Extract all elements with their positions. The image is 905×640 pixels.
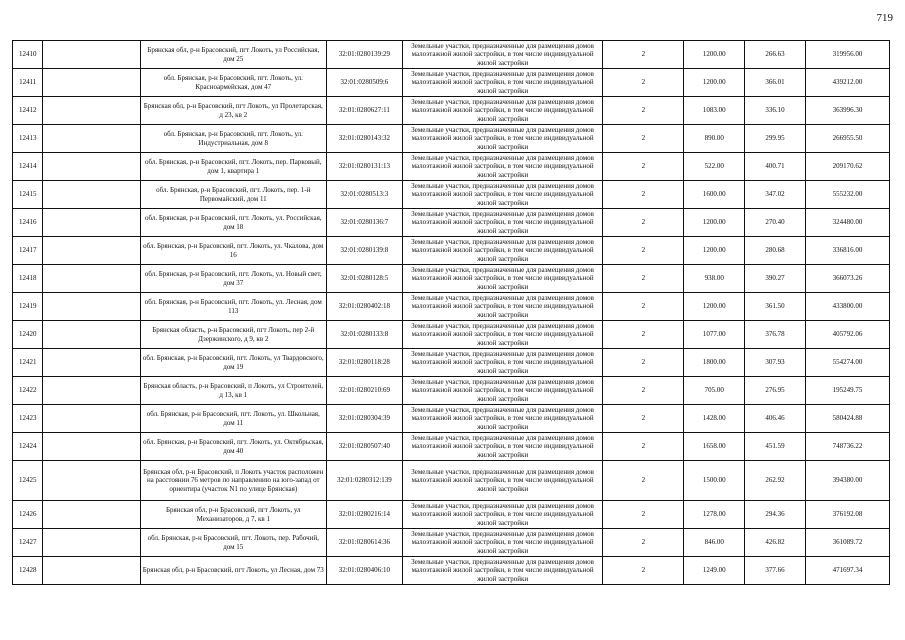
specific-value-cell: 299.95 xyxy=(745,125,806,153)
table-row xyxy=(13,69,890,97)
blank-cell xyxy=(43,321,140,349)
row-number-cell: 12415 xyxy=(13,181,43,209)
address-cell: обл. Брянская, р-н Брасовский, пгт. Локоть, ул Твардовского, дом 19 xyxy=(140,349,326,377)
table-row xyxy=(13,461,890,501)
area-cell: 1200.00 xyxy=(684,209,745,237)
address-cell: Брянская обл, р-н Брасовский, пгт Локоть, ул Пролетарская, д 23, кв 2 xyxy=(140,97,326,125)
row-number-cell: 12423 xyxy=(13,405,43,433)
address-cell: обл. Брянская, р-н Брасовский, пгт. Локоть, ул. Школьная, дом 11 xyxy=(140,405,326,433)
cadastral-number-cell: 32:01:0280614:36 xyxy=(326,529,402,557)
category-cell: 2 xyxy=(603,69,684,97)
table-row xyxy=(13,557,890,585)
specific-value-cell: 266.63 xyxy=(745,41,806,69)
land-use-cell: Земельные участки, предназначенные для размещения домов малоэтажной жилой застройки, в том числе индивидуальной жилой застройки xyxy=(402,209,603,237)
blank-cell xyxy=(43,209,140,237)
address-cell: Брянская обл, р-н Брасовский, пгт Локоть, ул Лесная, дом 73 xyxy=(140,557,326,585)
blank-cell xyxy=(43,125,140,153)
cadastral-value-cell: 319956.00 xyxy=(805,41,889,69)
cadastral-number-cell: 32:01:0280627:11 xyxy=(326,97,402,125)
category-cell: 2 xyxy=(603,237,684,265)
specific-value-cell: 451.59 xyxy=(745,433,806,461)
address-cell: Брянская обл, р-н Брасовский, пгт Локоть, ул Российская, дом 25 xyxy=(140,41,326,69)
area-cell: 1658.00 xyxy=(684,433,745,461)
table-row xyxy=(13,405,890,433)
category-cell: 2 xyxy=(603,125,684,153)
address-cell: обл. Брянская, р-н Брасовский, пгт. Локоть, ул. Индустриальная, дом 8 xyxy=(140,125,326,153)
area-cell: 1200.00 xyxy=(684,69,745,97)
land-use-cell: Земельные участки, предназначенные для размещения домов малоэтажной жилой застройки, в том числе индивидуальной жилой застройки xyxy=(402,293,603,321)
specific-value-cell: 406.46 xyxy=(745,405,806,433)
cadastral-number-cell: 32:01:0280513:3 xyxy=(326,181,402,209)
table-row xyxy=(13,501,890,529)
table-row xyxy=(13,41,890,69)
table-row xyxy=(13,349,890,377)
blank-cell xyxy=(43,69,140,97)
cadastral-number-cell: 32:01:0280133:8 xyxy=(326,321,402,349)
category-cell: 2 xyxy=(603,557,684,585)
blank-cell xyxy=(43,265,140,293)
table-row xyxy=(13,293,890,321)
cadastral-number-cell: 32:01:0280507:40 xyxy=(326,433,402,461)
land-use-cell: Земельные участки, предназначенные для размещения домов малоэтажной жилой застройки, в том числе индивидуальной жилой застройки xyxy=(402,69,603,97)
table-row xyxy=(13,125,890,153)
table-body xyxy=(13,41,890,585)
area-cell: 522.00 xyxy=(684,153,745,181)
row-number-cell: 12411 xyxy=(13,69,43,97)
cadastral-number-cell: 32:01:0280139:8 xyxy=(326,237,402,265)
specific-value-cell: 280.68 xyxy=(745,237,806,265)
table-row xyxy=(13,237,890,265)
specific-value-cell: 294.36 xyxy=(745,501,806,529)
area-cell: 1077.00 xyxy=(684,321,745,349)
cadastral-number-cell: 32:01:0280128:5 xyxy=(326,265,402,293)
category-cell: 2 xyxy=(603,321,684,349)
cadastral-value-table xyxy=(12,40,890,585)
specific-value-cell: 262.92 xyxy=(745,461,806,501)
row-number-cell: 12427 xyxy=(13,529,43,557)
land-use-cell: Земельные участки, предназначенные для размещения домов малоэтажной жилой застройки, в том числе индивидуальной жилой застройки xyxy=(402,461,603,501)
address-cell: Брянская область, р-н Брасовский, пгт Локоть, пер 2-й Дзержинского, д 9, кв 2 xyxy=(140,321,326,349)
address-cell: Брянская область, р-н Брасовский, п Локоть, ул Строителей, д 13, кв 1 xyxy=(140,377,326,405)
area-cell: 846.00 xyxy=(684,529,745,557)
specific-value-cell: 276.95 xyxy=(745,377,806,405)
cadastral-value-cell: 554274.00 xyxy=(805,349,889,377)
cadastral-number-cell: 32:01:0280143:32 xyxy=(326,125,402,153)
category-cell: 2 xyxy=(603,433,684,461)
category-cell: 2 xyxy=(603,405,684,433)
cadastral-value-cell: 361089.72 xyxy=(805,529,889,557)
table-row xyxy=(13,265,890,293)
blank-cell xyxy=(43,349,140,377)
cadastral-value-cell: 195249.75 xyxy=(805,377,889,405)
address-cell: обл. Брянская, р-н Брасовский, пгт. Локоть, ул. Красноармейская, дом 47 xyxy=(140,69,326,97)
row-number-cell: 12420 xyxy=(13,321,43,349)
row-number-cell: 12428 xyxy=(13,557,43,585)
address-cell: обл. Брянская, р-н Брасовский, пгт. Локоть, ул. Новый свет, дом 37 xyxy=(140,265,326,293)
cadastral-number-cell: 32:01:0280136:7 xyxy=(326,209,402,237)
blank-cell xyxy=(43,433,140,461)
cadastral-number-cell: 32:01:0280304:39 xyxy=(326,405,402,433)
area-cell: 1249.00 xyxy=(684,557,745,585)
row-number-cell: 12417 xyxy=(13,237,43,265)
land-use-cell: Земельные участки, предназначенные для размещения домов малоэтажной жилой застройки, в том числе индивидуальной жилой застройки xyxy=(402,433,603,461)
land-use-cell: Земельные участки, предназначенные для размещения домов малоэтажной жилой застройки, в том числе индивидуальной жилой застройки xyxy=(402,501,603,529)
specific-value-cell: 400.71 xyxy=(745,153,806,181)
area-cell: 1200.00 xyxy=(684,41,745,69)
blank-cell xyxy=(43,377,140,405)
address-cell: обл. Брянская, р-н Брасовский, пгт. Локоть, ул. Российская, дом 18 xyxy=(140,209,326,237)
blank-cell xyxy=(43,181,140,209)
row-number-cell: 12412 xyxy=(13,97,43,125)
area-cell: 1500.00 xyxy=(684,461,745,501)
cadastral-value-cell: 366073.26 xyxy=(805,265,889,293)
table-row xyxy=(13,153,890,181)
category-cell: 2 xyxy=(603,501,684,529)
table-row xyxy=(13,209,890,237)
area-cell: 1800.00 xyxy=(684,349,745,377)
area-cell: 1428.00 xyxy=(684,405,745,433)
cadastral-number-cell: 32:01:0280216:14 xyxy=(326,501,402,529)
cadastral-number-cell: 32:01:0280406:10 xyxy=(326,557,402,585)
cadastral-value-cell: 394380.00 xyxy=(805,461,889,501)
specific-value-cell: 377.66 xyxy=(745,557,806,585)
area-cell: 890.00 xyxy=(684,125,745,153)
address-cell: обл. Брянская, р-н Брасовский, пгт. Локоть, ул. Лесная, дом 113 xyxy=(140,293,326,321)
blank-cell xyxy=(43,237,140,265)
specific-value-cell: 376.78 xyxy=(745,321,806,349)
address-cell: Брянская обл, р-н Брасовский, пгт Локоть, ул Механизаторов, д 7, кв 1 xyxy=(140,501,326,529)
table-row xyxy=(13,433,890,461)
table-row xyxy=(13,97,890,125)
specific-value-cell: 336.10 xyxy=(745,97,806,125)
land-use-cell: Земельные участки, предназначенные для размещения домов малоэтажной жилой застройки, в том числе индивидуальной жилой застройки xyxy=(402,97,603,125)
cadastral-value-cell: 209170.62 xyxy=(805,153,889,181)
cadastral-value-cell: 266955.50 xyxy=(805,125,889,153)
cadastral-value-cell: 324480.00 xyxy=(805,209,889,237)
cadastral-number-cell: 32:01:0280131:13 xyxy=(326,153,402,181)
area-cell: 705.00 xyxy=(684,377,745,405)
category-cell: 2 xyxy=(603,97,684,125)
category-cell: 2 xyxy=(603,461,684,501)
cadastral-value-cell: 555232.00 xyxy=(805,181,889,209)
cadastral-value-cell: 376192.08 xyxy=(805,501,889,529)
page-number: 719 xyxy=(876,12,893,24)
area-cell: 1278.00 xyxy=(684,501,745,529)
area-cell: 1600.00 xyxy=(684,181,745,209)
category-cell: 2 xyxy=(603,349,684,377)
cadastral-value-cell: 363996.30 xyxy=(805,97,889,125)
cadastral-number-cell: 32:01:0280402:18 xyxy=(326,293,402,321)
address-cell: обл. Брянская, р-н Брасовский, пгт. Локоть, пер. 1-й Первомайский, дом 11 xyxy=(140,181,326,209)
cadastral-value-cell: 471697.34 xyxy=(805,557,889,585)
land-use-cell: Земельные участки, предназначенные для размещения домов малоэтажной жилой застройки, в том числе индивидуальной жилой застройки xyxy=(402,125,603,153)
row-number-cell: 12418 xyxy=(13,265,43,293)
land-use-cell: Земельные участки, предназначенные для размещения домов малоэтажной жилой застройки, в том числе индивидуальной жилой застройки xyxy=(402,181,603,209)
category-cell: 2 xyxy=(603,181,684,209)
category-cell: 2 xyxy=(603,529,684,557)
cadastral-value-cell: 748736.22 xyxy=(805,433,889,461)
blank-cell xyxy=(43,41,140,69)
blank-cell xyxy=(43,293,140,321)
row-number-cell: 12422 xyxy=(13,377,43,405)
blank-cell xyxy=(43,405,140,433)
cadastral-value-cell: 439212.00 xyxy=(805,69,889,97)
land-use-cell: Земельные участки, предназначенные для размещения домов малоэтажной жилой застройки, в том числе индивидуальной жилой застройки xyxy=(402,41,603,69)
row-number-cell: 12419 xyxy=(13,293,43,321)
address-cell: обл. Брянская, р-н Брасовский, пгт. Локоть, пер. Рабочий, дом 15 xyxy=(140,529,326,557)
row-number-cell: 12424 xyxy=(13,433,43,461)
land-use-cell: Земельные участки, предназначенные для размещения домов малоэтажной жилой застройки, в том числе индивидуальной жилой застройки xyxy=(402,529,603,557)
blank-cell xyxy=(43,461,140,501)
category-cell: 2 xyxy=(603,377,684,405)
cadastral-number-cell: 32:01:0280312:139 xyxy=(326,461,402,501)
address-cell: обл. Брянская, р-н Брасовский, пгт. Локоть, ул. Октябрьская, дом 40 xyxy=(140,433,326,461)
table-row xyxy=(13,377,890,405)
blank-cell xyxy=(43,153,140,181)
row-number-cell: 12410 xyxy=(13,41,43,69)
row-number-cell: 12416 xyxy=(13,209,43,237)
land-use-cell: Земельные участки, предназначенные для размещения домов малоэтажной жилой застройки, в том числе индивидуальной жилой застройки xyxy=(402,265,603,293)
cadastral-number-cell: 32:01:0280118:28 xyxy=(326,349,402,377)
specific-value-cell: 366.01 xyxy=(745,69,806,97)
land-use-cell: Земельные участки, предназначенные для размещения домов малоэтажной жилой застройки, в том числе индивидуальной жилой застройки xyxy=(402,405,603,433)
blank-cell xyxy=(43,501,140,529)
area-cell: 938.00 xyxy=(684,265,745,293)
category-cell: 2 xyxy=(603,153,684,181)
cadastral-value-cell: 336816.00 xyxy=(805,237,889,265)
category-cell: 2 xyxy=(603,209,684,237)
cadastral-number-cell: 32:01:0280139:29 xyxy=(326,41,402,69)
blank-cell xyxy=(43,557,140,585)
category-cell: 2 xyxy=(603,293,684,321)
specific-value-cell: 390.27 xyxy=(745,265,806,293)
area-cell: 1200.00 xyxy=(684,293,745,321)
land-use-cell: Земельные участки, предназначенные для размещения домов малоэтажной жилой застройки, в том числе индивидуальной жилой застройки xyxy=(402,557,603,585)
specific-value-cell: 361.50 xyxy=(745,293,806,321)
specific-value-cell: 307.93 xyxy=(745,349,806,377)
land-use-cell: Земельные участки, предназначенные для размещения домов малоэтажной жилой застройки, в том числе индивидуальной жилой застройки xyxy=(402,321,603,349)
land-use-cell: Земельные участки, предназначенные для размещения домов малоэтажной жилой застройки, в том числе индивидуальной жилой застройки xyxy=(402,237,603,265)
land-use-cell: Земельные участки, предназначенные для размещения домов малоэтажной жилой застройки, в том числе индивидуальной жилой застройки xyxy=(402,377,603,405)
row-number-cell: 12414 xyxy=(13,153,43,181)
address-cell: Брянская обл, р-н Брасовский, п Локоть участок расположен на расстоянии 76 метров по направлению на юго-запад от ориентира (участок N1 по улице Брянская) xyxy=(140,461,326,501)
cadastral-number-cell: 32:01:0280210:69 xyxy=(326,377,402,405)
area-cell: 1083.00 xyxy=(684,97,745,125)
cadastral-value-cell: 433800.00 xyxy=(805,293,889,321)
blank-cell xyxy=(43,97,140,125)
cadastral-value-cell: 580424.88 xyxy=(805,405,889,433)
category-cell: 2 xyxy=(603,265,684,293)
address-cell: обл. Брянская, р-н Брасовский, пгт. Локоть, ул. Чкалова, дом 16 xyxy=(140,237,326,265)
specific-value-cell: 270.40 xyxy=(745,209,806,237)
specific-value-cell: 426.82 xyxy=(745,529,806,557)
category-cell: 2 xyxy=(603,41,684,69)
row-number-cell: 12425 xyxy=(13,461,43,501)
table-row xyxy=(13,529,890,557)
cadastral-value-cell: 405792.06 xyxy=(805,321,889,349)
area-cell: 1200.00 xyxy=(684,237,745,265)
row-number-cell: 12413 xyxy=(13,125,43,153)
table-row xyxy=(13,181,890,209)
land-use-cell: Земельные участки, предназначенные для размещения домов малоэтажной жилой застройки, в том числе индивидуальной жилой застройки xyxy=(402,349,603,377)
cadastral-number-cell: 32:01:0280509:6 xyxy=(326,69,402,97)
row-number-cell: 12426 xyxy=(13,501,43,529)
specific-value-cell: 347.02 xyxy=(745,181,806,209)
blank-cell xyxy=(43,529,140,557)
land-use-cell: Земельные участки, предназначенные для размещения домов малоэтажной жилой застройки, в том числе индивидуальной жилой застройки xyxy=(402,153,603,181)
address-cell: обл. Брянская, р-н Брасовский, пгт. Локоть, пер. Парковый, дом 1, квартира 1 xyxy=(140,153,326,181)
table-row xyxy=(13,321,890,349)
row-number-cell: 12421 xyxy=(13,349,43,377)
